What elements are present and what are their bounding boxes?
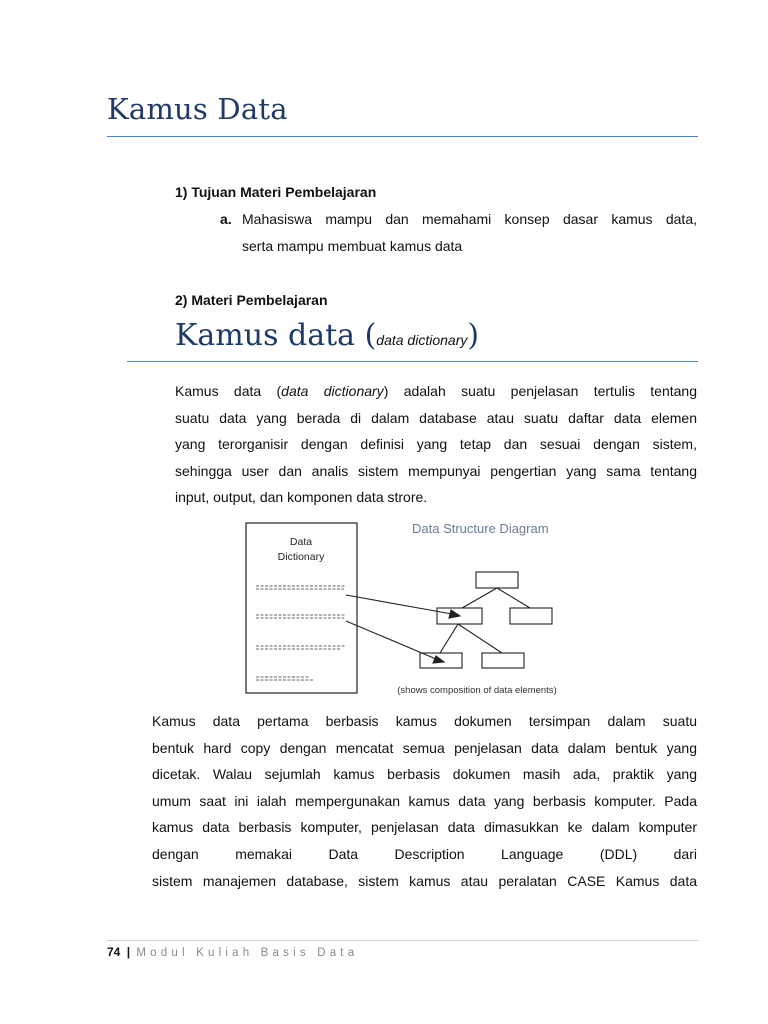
data-dictionary-box (246, 523, 357, 693)
paragraph-line: sehingga user dan analis sistem mempunyai pengertian yang sama tentang (175, 462, 697, 479)
footer-separator: | (126, 945, 131, 959)
dictionary-label-line1: Data (289, 536, 313, 548)
tree-node-leaf-right (482, 653, 524, 668)
paragraph-line: umum saat ini ialah mempergunakan kamus data yang berbasis komputer. Pada (152, 792, 697, 809)
paragraph-definition (175, 378, 697, 511)
subtitle-small: data dictionary (376, 332, 468, 348)
subtitle-main: Kamus data (175, 318, 356, 353)
subtitle-close-paren: ) (467, 318, 480, 353)
list-marker-a: a. (220, 211, 232, 227)
subtitle-data-dictionary (175, 318, 479, 353)
section-heading-material: 2) Materi Pembelajaran (175, 292, 328, 308)
paragraph-line: dicetak. Walau sejumlah kamus berbasis dokumen masih ada, praktik yang (152, 766, 697, 783)
diagram-title: Data Structure Diagram (412, 521, 549, 536)
paragraph-line: suatu data yang berada di dalam database atau suatu daftar data elemen (175, 409, 697, 426)
page-footer (107, 945, 358, 959)
tree-node-root (476, 572, 518, 588)
module-name: Modul Kuliah Basis Data (136, 947, 359, 959)
title-divider (107, 136, 698, 137)
page-title: Kamus Data (107, 92, 288, 126)
paragraph-line: Kamus data pertama berbasis kamus dokumen tersimpan dalam suatu (152, 713, 697, 729)
paragraph-history (152, 708, 697, 894)
subtitle-open-paren: ( (364, 318, 377, 353)
subtitle-divider (127, 361, 698, 362)
paragraph-line: sistem manajemen database, sistem kamus atau peralatan CASE Kamus data (152, 872, 697, 889)
paragraph-line: yang terorganisir dengan definisi yang tetap dan sesuai dengan sistem, (175, 436, 697, 452)
figure-caption: (shows composition of data elements) (397, 685, 557, 696)
page-number: 74 (107, 945, 121, 959)
section-heading-objectives: 1) Tujuan Materi Pembelajaran (175, 184, 377, 200)
objective-line-1: Mahasiswa mampu dan memahami konsep dasar kamus data, (242, 211, 697, 227)
line-text-emphasis: data dictionary (281, 383, 384, 399)
line-text-pre: Kamus data ( (175, 383, 282, 399)
objective-line-2: serta mampu membuat kamus data (242, 238, 463, 254)
paragraph-line: input, output, dan komponen data strore. (175, 489, 428, 505)
paragraph-line: bentuk hard copy dengan mencatat semua penjelasan data dalam bentuk yang (152, 739, 697, 756)
objective-item-a (242, 206, 697, 260)
line-text-post: ) adalah suatu penjelasan tertulis tentang (383, 383, 698, 399)
paragraph-line: kamus data berbasis komputer, penjelasan data dimasukkan ke dalam komputer (152, 819, 697, 836)
paragraph-line (175, 378, 697, 405)
tree-node-mid-right (510, 608, 552, 624)
footer-divider (107, 940, 698, 941)
data-dictionary-figure (240, 515, 570, 705)
paragraph-line: dengan memakai Data Description Language (DDL) dari (152, 845, 697, 862)
dictionary-label-line2: Dictionary (277, 551, 325, 563)
